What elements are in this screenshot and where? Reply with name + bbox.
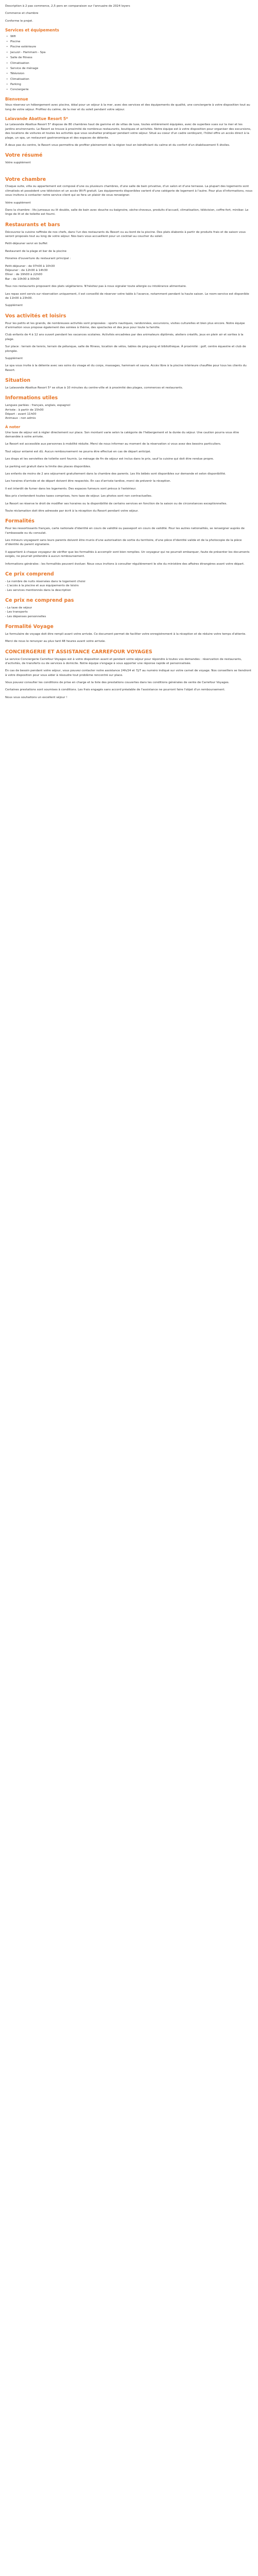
a-noter-text: Les horaires d'arrivée et de départ doivent être respectés. En cas d'arrivée tardive, merci de prévenir la réception. <box>5 480 171 483</box>
restaurants-text: Les repas sont servis sur réservation uniquement, il est conseillé de réserver votre table à l'avance, notamment pendant la haute saison. Le room-service est disponible de 11h00 à 23h00. <box>5 292 249 300</box>
a-noter-text: Les draps et les serviettes de toilette sont fournis. Le ménage de fin de séjour est inclus dans le prix, sauf la cuisine qui doit être rendue propre. <box>5 457 214 461</box>
activites-text: Pour les petits et les grands, de nombreuses activités sont proposées : sports nautiques, randonnées, excursions, visites culturelles et bien plus encore. Notre équipe d'animation vous propose également des soirées à thème, des spectacles et des jeux pour toute la famille. <box>5 321 245 330</box>
restaurants-heading: Restaurants et bars <box>5 222 60 228</box>
spacer <box>5 168 253 172</box>
intro-line: Conforme le projet. <box>5 19 34 23</box>
formalites-text: Il appartient à chaque voyageur de vérifier que les formalités à accomplir sont bien remplies. Un voyageur qui ne pourrait embarquer, faute de présenter les documents exigés, ne pourrait prétendre à aucun remboursement. <box>5 550 250 558</box>
prix-line: - Les services mentionnés dans la description <box>5 588 71 592</box>
services-heading: Services et équipements <box>5 28 59 33</box>
hours-line: Dîner : de 19h00 à 22h00 <box>5 273 42 277</box>
informations-list <box>5 403 253 421</box>
prix-line: - Les transports <box>5 611 28 614</box>
activites-text: Club enfants de 4 à 12 ans ouvert pendant les vacances scolaires. Activités encadrées par des animateurs diplômés, ateliers créatifs, jeux en plein air et sorties à la plage. <box>5 333 244 341</box>
chambre-text: Votre supplément <box>5 201 31 205</box>
formalite-voyage-heading: Formalité Voyage <box>5 624 54 630</box>
a-noter-text: Une taxe de séjour est à régler directement sur place. Son montant varie selon la catégorie de l'hébergement et la durée du séjour. Une caution pourra vous être demandée à votre arrivée. <box>5 431 239 438</box>
prix-line: - La taxe de séjour <box>5 606 33 609</box>
info-line: Animaux : non admis <box>5 417 36 420</box>
prix-comprend-heading: Ce prix comprend <box>5 571 54 577</box>
chambre-text: Chaque suite, villa ou appartement est composé d'une ou plusieurs chambres, d'une salle de bain privative, d'un salon et d'une terrasse. La plupart des logements sont climatisés et possèdent une télévision et un accès Wi-Fi gratuit. Les équipements disponibles varient d'une catégorie de logement à l'autre. Pour plus d'informations, nous vous invitons à contacter notre service client qui se fera un plaisir de vous renseigner. <box>5 185 253 197</box>
info-line: Langues parlées : français, anglais, espagnol <box>5 404 71 408</box>
resort-text: Le Lalavande Abattue Resort 5* dispose de 80 chambres haut de gamme et de villas de luxe, toutes entièrement équipées, avec de superbes vues sur la mer et les jardins environnants. Le Resort se trouve à proximité de nombreux restaurants, boutiques et activités. Notre équipe est à votre disposition pour organiser des excursions, des locations de voitures et toutes les activités que vous souhaitez pratiquer pendant votre séjour. Situé au coeur d'un cadre verdoyant, l'hôtel offre un accès direct à la plage, un spa, un restaurant gastronomique et des espaces de détente. <box>5 123 251 140</box>
activites-text: Le spa vous invite à la détente avec ses soins du visage et du corps, massages, hammam et sauna. Accès libre à la piscine intérieure chauffée pour tous les clients du Resort. <box>5 364 247 372</box>
formalites-text: Pour les ressortissants français, carte nationale d'identité en cours de validité ou passeport en cours de validité. Pour les autres nationalités, se renseigner auprès de l'ambassade ou du consulat. <box>5 527 245 535</box>
restaurants-text: Tous nos restaurants proposent des plats végétariens. N'hésitez pas à nous signaler toute allergie ou intolérance alimentaire. <box>5 285 187 289</box>
prix-line: - Les dépenses personnelles <box>5 615 46 618</box>
formalites-heading: Formalités <box>5 518 35 524</box>
service-item: • Service de ménage <box>5 66 253 71</box>
service-item: • Piscine <box>5 40 253 44</box>
hotel-description-page <box>0 0 258 718</box>
prix-ne-comprend-list <box>5 606 253 619</box>
services-list <box>5 35 253 92</box>
informations-heading: Informations utiles <box>5 395 58 401</box>
activites-text: Sur place : terrain de tennis, terrain de pétanque, salle de fitness, location de vélos, tables de ping-pong et bibliothèque. À proximité : golf, centre équestre et club de plongée. <box>5 345 246 353</box>
a-noter-heading: À noter <box>5 425 21 429</box>
prix-line: - Le nombre de nuits réservées dans le logement choisi <box>5 580 86 583</box>
service-item: • Climatisation <box>5 61 253 65</box>
formalite-voyage-text: Merci de nous le renvoyer au plus tard 48 heures avant votre arrivée. <box>5 640 106 643</box>
chambre-text: Dans la chambre : lits jumeaux ou lit double, salle de bain avec douche ou baignoire, sèche-cheveux, produits d'accueil, climatisation, télévision, coffre-fort, minibar. Le linge de lit et de toilette est fourni. <box>5 209 249 216</box>
conciergerie-text: En cas de besoin pendant votre séjour, vous pouvez contacter notre assistance 24h/24 et 7j/7 au numéro indiqué sur votre carnet de voyage. Nos conseillers se tiendront à votre disposition pour vous aider à résoudre tout problème rencontré sur place. <box>5 669 251 677</box>
a-noter-text: Les enfants de moins de 2 ans séjournent gratuitement dans la chambre des parents. Les lits bébés sont disponibles sur demande et selon disponibilité. <box>5 472 226 476</box>
situation-heading: Situation <box>5 378 30 384</box>
restaurants-text: Supplément <box>5 304 23 308</box>
a-noter-text: Le Resort se réserve le droit de modifier ses horaires ou la disponibilité de certains services en fonction de la saison ou de circonstances exceptionnelles. <box>5 502 228 505</box>
prix-line: - L'accès à la piscine et aux équipements de loisirs <box>5 584 79 588</box>
conciergerie-text: Nous vous souhaitons un excellent séjour ! <box>5 696 68 699</box>
chambre-heading: Votre chambre <box>5 176 46 182</box>
restaurants-text: Petit-déjeuner servi en buffet <box>5 242 47 246</box>
intro-line: Description à 2 pas commerce, 2,5 pers en comparaison sur l'annuaire de 2024 loyers <box>5 5 131 8</box>
service-item: • Parking <box>5 82 253 87</box>
conciergerie-text: Le service Conciergerie Carrefour Voyages est à votre disposition avant et pendant votre séjour pour répondre à toutes vos demandes : réservation de restaurants, d'activités, de transferts ou de services à domicile. Notre équipe s'engage à vous apporter une réponse rapide et personnalisée. <box>5 657 242 665</box>
conciergerie-text: Vous pouvez consulter les conditions de prise en charge et la liste des prestations couvertes dans les conditions générales de vente de Carrefour Voyages. <box>5 681 230 685</box>
restaurants-text: Découvrez la cuisine raffinée de nos chefs, dans l'un des restaurants du Resort ou au bord de la piscine. Des plats élaborés à partir de produits frais et de saison vous seront proposés tout au long de votre séjour. Nos bars vous accueillent pour un cocktail au coucher du soleil. <box>5 230 246 239</box>
resort-text: À deux pas du centre, le Resort vous permettra de profiter pleinement de la région tout en bénéficiant du calme et du confort d'un établissement 5 étoiles. <box>5 143 230 147</box>
service-item: • Jacuzzi - Hammam - Spa <box>5 50 253 55</box>
service-item: • Conciergerie <box>5 88 253 92</box>
restaurant-hours <box>5 264 253 282</box>
restaurants-text: Horaires d'ouverture du restaurant principal : <box>5 257 71 261</box>
hours-line: Petit-déjeuner : de 07h00 à 10h30 <box>5 264 55 268</box>
service-item: • Salle de fitness <box>5 56 253 60</box>
bienvenue-text: Vous réservez un hébergement avec piscine, idéal pour un séjour à la mer, avec des services et des équipements de qualité, une conciergerie à votre disposition tout au long de votre séjour. Profitez du calme, de la mer et du soleil pendant votre séjour. <box>5 104 250 111</box>
bienvenue-heading: Bienvenue <box>5 96 28 101</box>
service-item: • Piscine extérieure <box>5 45 253 49</box>
a-noter-text: Tout séjour entamé est dû. Aucun remboursement ne pourra être effectué en cas de départ anticipé. <box>5 450 151 453</box>
intro-line: Commerce et chambre <box>5 12 39 15</box>
service-item: • Wifi <box>5 35 253 39</box>
formalites-text: Les mineurs voyageant sans leurs parents doivent être munis d'une autorisation de sortie du territoire, d'une pièce d'identité valide et de la photocopie de la pièce d'identité du parent signataire. <box>5 538 242 547</box>
resort-heading: Lalavande Abattue Resort 5* <box>5 116 68 121</box>
info-line: Départ : avant 11h00 <box>5 413 37 416</box>
conciergerie-text: Certaines prestations sont soumises à conditions. Les frais engagés sans accord préalable de l'assistance ne pourront faire l'objet d'un remboursement. <box>5 688 225 692</box>
service-item: • Télévision <box>5 72 253 76</box>
restaurants-text: Restaurant de la plage et bar de la piscine <box>5 249 67 253</box>
situation-text: Le Lalavande Abattue Resort 5* se situe à 10 minutes du centre-ville et à proximité des plages, commerces et restaurants. <box>5 386 183 390</box>
activites-text: Supplément <box>5 357 23 360</box>
resume-label: Votre supplément <box>5 161 31 165</box>
formalite-voyage-text: Le formulaire de voyage doit être rempli avant votre arrivée. Ce document permet de faciliter votre enregistrement à la réception et de réduire votre temps d'attente. <box>5 632 246 636</box>
hours-line: Bar : de 10h00 à 00h00 <box>5 277 40 281</box>
prix-comprend-list <box>5 580 253 592</box>
a-noter-text: Le Resort est accessible aux personnes à mobilité réduite. Merci de nous informer au moment de la réservation si vous avez des besoins particuliers. <box>5 443 221 446</box>
prix-ne-comprend-heading: Ce prix ne comprend pas <box>5 597 74 603</box>
a-noter-text: Toute réclamation doit être adressée par écrit à la réception du Resort pendant votre séjour. <box>5 509 139 513</box>
conciergerie-heading: CONCIERGERIE ET ASSISTANCE CARREFOUR VOYAGES <box>5 649 153 655</box>
a-noter-text: Nos prix s'entendent toutes taxes comprises, hors taxe de séjour. Les photos sont non contractuelles. <box>5 495 152 498</box>
a-noter-text: Le parking est gratuit dans la limite des places disponibles. <box>5 465 91 468</box>
info-line: Arrivée : à partir de 15h00 <box>5 408 44 412</box>
a-noter-text: Il est interdit de fumer dans les logements. Des espaces fumeurs sont prévus à l'extérieur. <box>5 487 137 490</box>
resume-heading: Votre résumé <box>5 152 43 159</box>
formalites-text: Informations générales : les formalités peuvent évoluer. Nous vous invitons à consulter régulièrement le site du ministère des affaires étrangères avant votre départ. <box>5 562 245 566</box>
service-item: • Climatisation <box>5 77 253 81</box>
hours-line: Déjeuner : de 12h00 à 14h30 <box>5 269 48 273</box>
activites-heading: Vos activités et loisirs <box>5 313 67 319</box>
